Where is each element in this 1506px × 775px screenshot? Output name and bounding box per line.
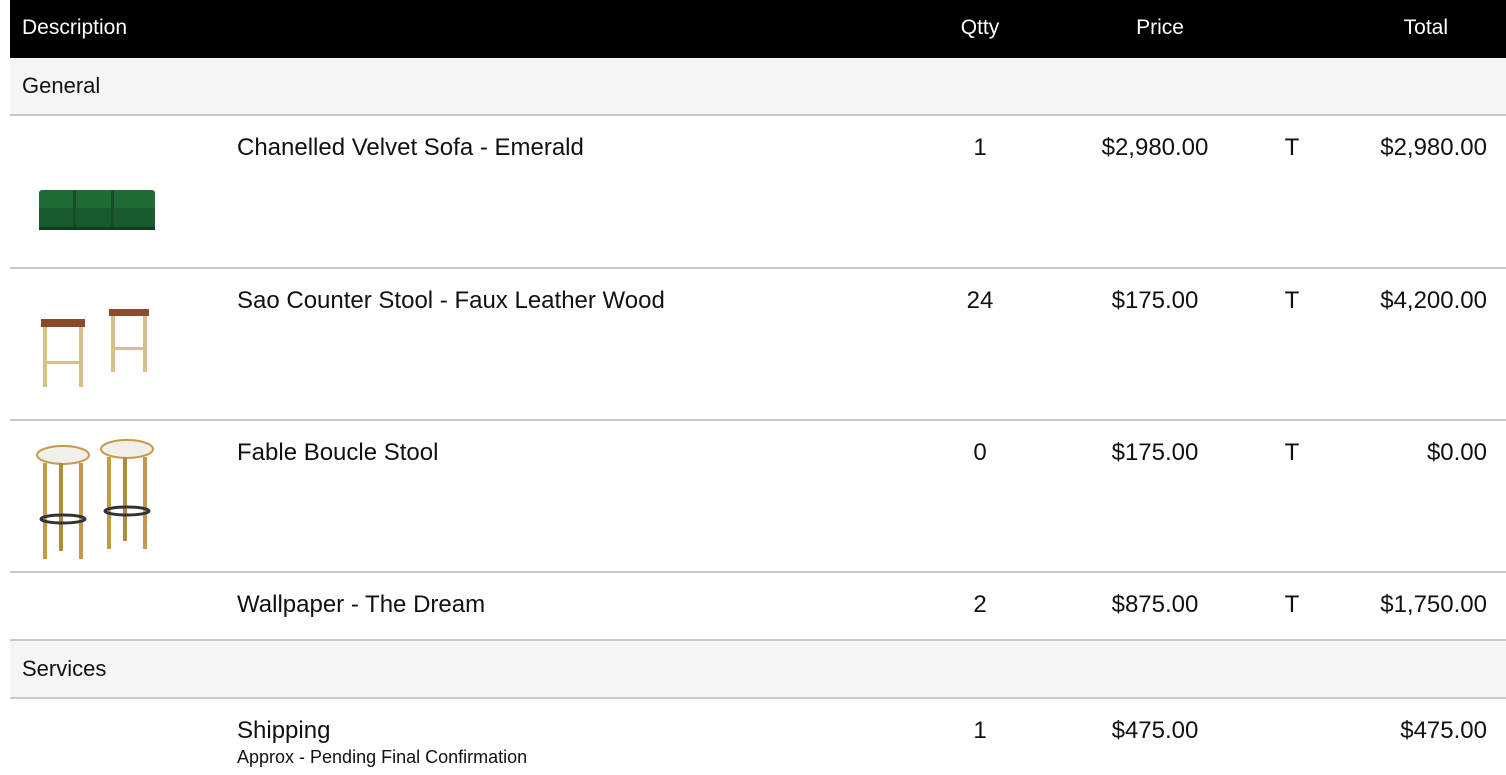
section-general [10, 58, 1506, 116]
sofa-image [25, 174, 165, 240]
item-qty: 1 [973, 134, 987, 161]
item-description: Sao Counter Stool - Faux Leather Wood [237, 287, 665, 314]
item-description: Chanelled Velvet Sofa - Emerald [237, 134, 584, 161]
header-price: Price [1136, 16, 1184, 39]
item-qty: 2 [973, 591, 987, 618]
item-tax: T [1284, 134, 1300, 161]
section-services [10, 641, 1506, 699]
counter-stools-image [25, 303, 165, 393]
section-title: General [22, 73, 101, 98]
table-header [10, 0, 1506, 58]
item-total: $4,200.00 [1380, 287, 1487, 314]
header-total: Total [1403, 16, 1448, 39]
item-qty: 1 [973, 717, 987, 744]
table-row[interactable] [10, 116, 1506, 269]
item-qty: 24 [966, 287, 994, 314]
header-qty: Qtty [960, 16, 1000, 39]
item-total: $1,750.00 [1380, 591, 1487, 618]
item-price: $175.00 [1111, 287, 1199, 314]
item-price: $2,980.00 [1101, 134, 1209, 161]
item-price: $475.00 [1111, 717, 1199, 744]
table-row[interactable] [10, 269, 1506, 421]
item-tax: T [1284, 439, 1300, 466]
item-tax: T [1284, 287, 1300, 314]
table-row[interactable] [10, 699, 1506, 775]
item-description: Wallpaper - The Dream [237, 591, 486, 618]
boucle-stools-image [25, 437, 165, 563]
item-description: Shipping [237, 717, 331, 744]
item-qty: 0 [973, 439, 987, 466]
item-total: $0.00 [1426, 439, 1487, 466]
item-description: Fable Boucle Stool [237, 439, 439, 466]
item-tax: T [1284, 591, 1300, 618]
item-total: $2,980.00 [1380, 134, 1487, 161]
section-title: Services [22, 656, 107, 681]
table-row[interactable] [10, 573, 1506, 641]
item-note: Approx - Pending Final Confirmation [237, 747, 528, 767]
header-description: Description [22, 16, 128, 39]
item-price: $175.00 [1111, 439, 1199, 466]
item-price: $875.00 [1111, 591, 1199, 618]
table-row[interactable] [10, 421, 1506, 573]
item-total: $475.00 [1400, 717, 1487, 744]
